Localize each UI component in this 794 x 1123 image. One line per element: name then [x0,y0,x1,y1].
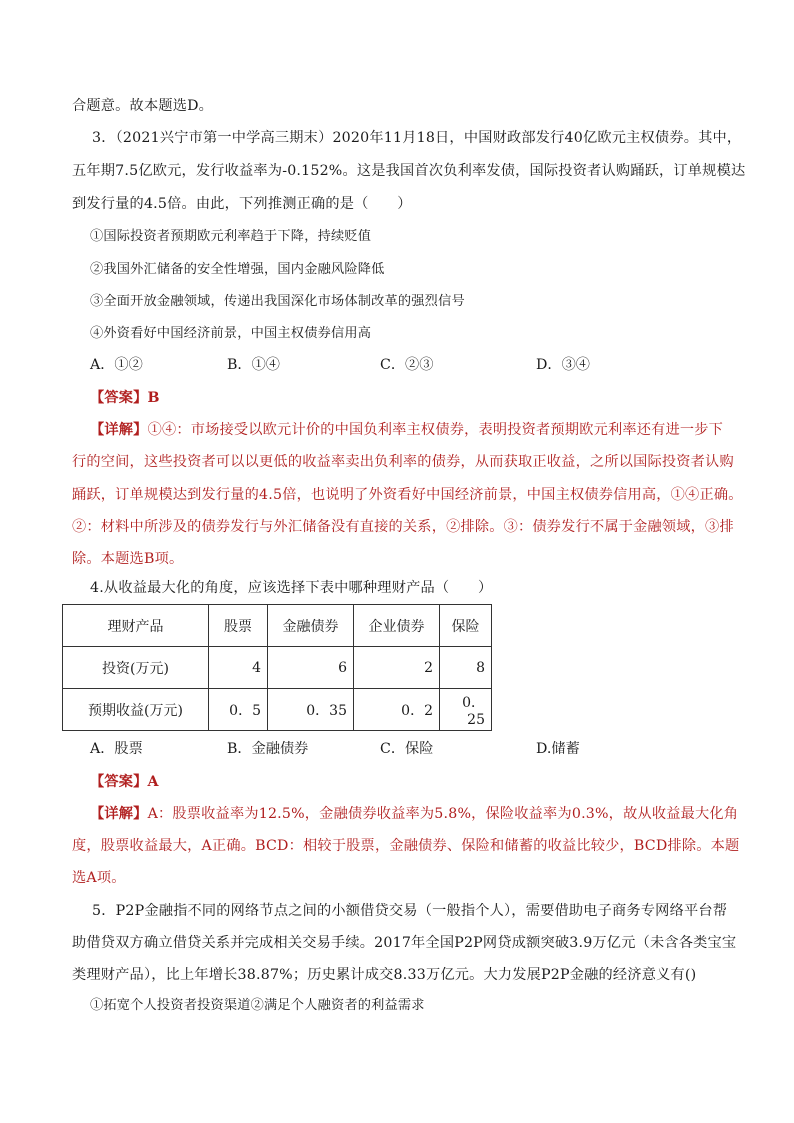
question-4-option-c: C．保险 [380,741,434,757]
table-row [63,647,492,689]
table-cell: 0．35 [268,689,354,731]
detail-text: ①④：市场接受以欧元计价的中国负利率主权债券，表明投资者预期欧元利率还有进一步下 [147,422,724,438]
table-cell: 2 [354,647,440,689]
question-3-option-d: D．③④ [536,357,590,373]
question-5-stem-line-1: 5．P2P金融指不同的网络节点之间的小额借贷交易（一般指个人），需要借助电子商务专网络平台帮 [92,903,728,919]
question-3-detail-line-5: 除。本题选B项。 [72,551,184,567]
table-cell: 8 [440,647,492,689]
question-3-detail-line-4: ②：材料中所涉及的债券发行与外汇储备没有直接的关系，②排除。③：债券发行不属于金融领域，③排 [72,519,734,535]
question-3-statement-3: ③全面开放金融领域，传递出我国深化市场体制改革的强烈信号 [90,294,465,309]
table-cell: 0．5 [209,689,268,731]
question-3-stem-line-3: 到发行量的4.5倍。由此，下列推测正确的是（ ） [72,196,412,212]
table-row-label: 投资(万元) [63,647,209,689]
question-3-stem-line-1: 3．（2021兴宁市第一中学高三期末）2020年11月18日，中国财政部发行40亿欧元主权债券。其中， [92,130,742,146]
question-3-statement-4: ④外资看好中国经济前景，中国主权债券信用高 [90,326,372,341]
continuation-line: 合题意。故本题选D。 [72,98,214,114]
detail-text: A：股票收益率为12.5%，金融债券收益率为5.8%，保险收益率为0.3%，故从收益最大化角 [147,806,739,822]
question-3-statement-1: ①国际投资者预期欧元利率趋于下降，持续贬值 [90,229,372,244]
table-row [63,689,492,731]
question-4-stem: 4.从收益最大化的角度，应该选择下表中哪种理财产品（ ） [90,580,493,596]
question-3-answer: 【答案】B [90,390,160,406]
table-header-cell: 金融债券 [268,605,354,647]
question-3-detail-line-1 [90,420,723,440]
table-cell: 6 [268,647,354,689]
question-4-option-d: D.储蓄 [536,741,580,757]
question-4-answer: 【答案】A [90,774,159,790]
table-header-cell: 保险 [440,605,492,647]
question-3-option-c: C．②③ [380,357,434,373]
detail-label: 【详解】 [90,422,148,438]
question-3-detail-line-2: 行的空间，这些投资者可以以更低的收益率卖出负利率的债券，从而获取正收益，之所以国际投资者认购 [72,454,734,470]
question-4-detail-line-3: 选A项。 [72,870,126,886]
question-5-statement-1: ①拓宽个人投资者投资渠道②满足个人融资者的利益需求 [90,998,425,1013]
table-header-cell: 理财产品 [63,605,209,647]
question-5-stem-line-2: 助借贷双方确立借贷关系并完成相关交易手续。2017年全国P2P网贷成额突破3.9万亿元（未含各类宝宝 [72,935,737,951]
table-row-label: 预期收益(万元) [63,689,209,731]
table-cell: 0．25 [440,689,492,731]
question-5-stem-line-3: 类理财产品），比上年增长38.87%；历史累计成交8.33万亿元。大力发展P2P金融的经济意义有() [72,967,697,983]
table-header-cell: 企业债券 [354,605,440,647]
question-4-detail-line-1 [90,804,738,824]
question-3-stem-line-2: 五年期7.5亿欧元，发行收益率为-0.152%。这是我国首次负利率发债，国际投资者认购踊跃，订单规模达 [72,163,746,179]
question-4-option-a: A．股票 [90,741,143,757]
table-cell: 0．2 [354,689,440,731]
question-3-option-a: A．①② [90,357,143,373]
question-4-option-b: B．金融债券 [227,741,309,757]
question-3-statement-2: ②我国外汇储备的安全性增强，国内金融风险降低 [90,262,385,277]
table-header-cell: 股票 [209,605,268,647]
question-3-detail-line-3: 踊跃，订单规模达到发行量的4.5倍，也说明了外资看好中国经济前景，中国主权债券信用高，①④正确。 [72,487,743,503]
detail-label: 【详解】 [90,806,148,822]
question-3-option-b: B．①④ [227,357,280,373]
table-header-row [63,605,492,647]
table-cell: 4 [209,647,268,689]
finance-products-table [62,604,492,731]
question-4-detail-line-2: 度，股票收益最大，A正确。BCD：相较于股票，金融债券、保险和储蓄的收益比较少，BCD排除。本题 [72,838,740,854]
